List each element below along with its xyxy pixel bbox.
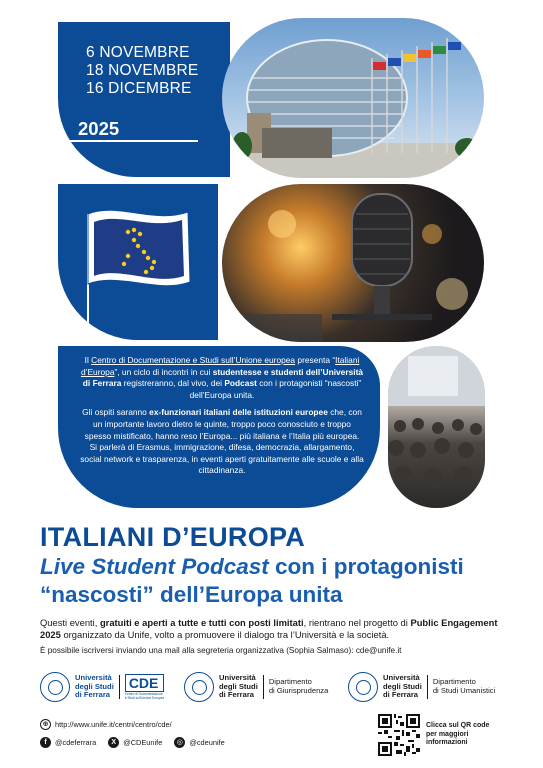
dept-studi-umanistici: Dipartimento di Studi Umanistici: [432, 677, 496, 695]
subtitle-line-1: Live Student Podcast con i protagonisti: [40, 554, 464, 579]
instagram-icon: ◎: [174, 737, 185, 748]
unife-seal-icon: [184, 672, 214, 702]
social-row: [40, 737, 225, 748]
subtitle-line-2: “nascosti” dell’Europa unita: [40, 582, 343, 607]
date-3: 16 DICEMBRE: [86, 80, 192, 97]
facebook-link[interactable]: f @cdeferrara: [40, 737, 96, 748]
x-link[interactable]: X @CDEunife: [108, 737, 162, 748]
registration-note: È possibile iscriversi inviando una mail alla segreteria organizzativa (Sophia Salmaso): cde@unife.it: [40, 646, 402, 655]
qr-code[interactable]: [378, 714, 420, 756]
parliament-photo: [222, 18, 484, 178]
website-row: [40, 719, 172, 730]
facebook-icon: f: [40, 737, 51, 748]
intro-paragraph-1: Il Centro di Documentazione e Studi sull’Unione europea presenta “Italiani d’Europa”, un ciclo di incontri in cui studentesse e studenti dell’Università di Ferrara registreranno, dal vivo, dei Podcast con i protagonisti “nascosti” dell’Europa unita.: [80, 355, 364, 400]
globe-icon: ⊕: [40, 719, 51, 730]
date-2: 18 NOVEMBRE: [86, 62, 199, 79]
unife-seal-icon: [40, 672, 70, 702]
divider: [58, 140, 198, 142]
unife-name: Università degli Studi di Ferrara: [383, 673, 422, 700]
logo-unife-studi-umanistici: [348, 672, 495, 702]
x-icon: X: [108, 737, 119, 748]
year: 2025: [78, 118, 120, 139]
date-1: 6 NOVEMBRE: [86, 44, 190, 61]
website-link[interactable]: http://www.unife.it/centri/centro/cde/: [55, 720, 172, 729]
main-title: ITALIANI D’EUROPA: [40, 522, 306, 552]
dept-giurisprudenza: Dipartimento di Giurisprudenza: [268, 677, 329, 695]
cde-link[interactable]: Centro di Documentazione e Studi sull’Unione europea: [91, 355, 296, 365]
unife-seal-icon: [348, 672, 378, 702]
logo-unife-giurisprudenza: [184, 672, 328, 702]
intro-text-box: [58, 346, 380, 508]
audience-photo: [388, 346, 485, 508]
intro-paragraph-2: Gli ospiti saranno ex-funzionari italiani delle istituzioni europee che, con un importante lavoro dietro le quinte, troppo poco conosciuto e troppo spesso mistificato, hanno reso l’Europa... più italiana e l’Italia più europea. Si parlerà di Erasmus, immigrazione, difesa, democrazia, allargamento, social network e trasparenza, in eventi aperti gratuitamente alle scuole e alla cittadinanza.: [80, 407, 364, 476]
series-title: Italiani d’Europa: [80, 355, 360, 377]
body-paragraph: Questi eventi, gratuiti e aperti a tutte e tutti con posti limitati, rientrano nel progetto di Public Engagement 2025 organizzato da Unife, volto a promuovere il dialogo tra l’Università e la società.: [40, 617, 498, 641]
dates-panel: [58, 22, 230, 177]
eu-flag-illustration: [58, 184, 218, 340]
unife-name: Università degli Studi di Ferrara: [75, 673, 114, 700]
unife-name: Università degli Studi di Ferrara: [219, 673, 258, 700]
instagram-link[interactable]: ◎ @cdeunife: [174, 737, 224, 748]
microphone-photo: [222, 184, 484, 342]
cde-logo: CDE Centro di Documentazione e Studi sull’Unione Europea: [124, 675, 165, 700]
qr-caption: Clicca sul QR code per maggiori informazioni: [426, 722, 490, 747]
logo-unife-cde: [40, 672, 164, 702]
